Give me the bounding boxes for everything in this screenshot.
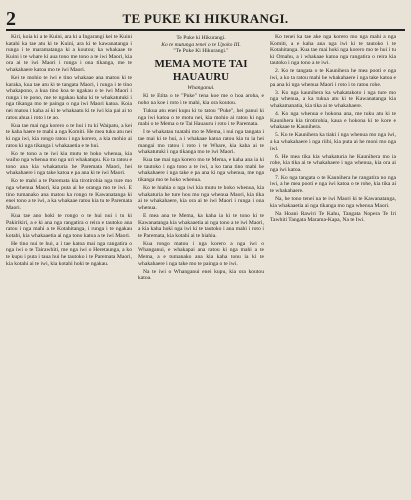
col3-paragraph: Na, he tono tenei na te iwi Maori ki te Kawanatanga, kia whakaaetia ai nga tikanga mo nga whenua Maori. <box>270 196 396 209</box>
col3-paragraph: 4. Ko nga whenua e hokona ana, me tuku atu ki te Kaunihera kia tirotirohia, kaua e hokona ki te kore e whakaae te Kaunihera. <box>270 111 396 131</box>
col1-paragraph: Ko te mahi a te Paremata kia tirotirohia nga ture mo nga whenua Maori, kia puta ai he oranga mo te iwi. E tino tumanako ana matou ka rongo te Kawanatanga ki enei tono a te iwi, a ka whakaae ratou kia tu te Paremata Maori. <box>6 178 132 211</box>
header-rule <box>6 29 405 31</box>
col1-paragraph: He tino nui te hui, a i tae katoa mai nga rangatira o nga iwi o te Tairawhiti, me nga iwi o Heretaunga, a ko te kupu i puta i taua hui he tautoko i te Paremata Maori, kia kotahi ai te iwi, kia kotahi hoki te ngakau. <box>6 240 132 267</box>
col3-paragraph: Ko tenei ka tae ake nga korero mo nga mahi a nga Komiti, a e kaha ana nga iwi ki te tautoko i te Kotahitanga. Kua tae mai hoki nga korero mo te hui i tu ki Omahu, a i whakaae katoa nga rangatira o reira kia tautoko i nga tono a te iwi. <box>270 34 396 67</box>
article-paragraph: E mea ana te Mema, ka kaha ia ki te tono ki te Kawanatanga kia whakaaetia ai nga tono a te iwi Maori, a kia kaha hoki nga iwi ki te tautoko i ana mahi i roto i te Paremata, kia kotahi ai te hiahia. <box>138 212 264 239</box>
column-masthead <box>138 35 264 55</box>
article-subhead: Whanganui. <box>187 84 215 91</box>
article-paragraph: Ko te hiahia o nga iwi kia mutu te hoko whenua, kia whakaturia he ture hou mo nga whenua Maori, kia tika ai te whakahaere, kia ora ai te iwi Maori i runga i ona whenua. <box>138 185 264 211</box>
column-2 <box>138 34 264 500</box>
column-1 <box>6 34 132 500</box>
article-paragraph: Na te iwi o Whanganui enei kupu, kia ora koutou katoa. <box>138 268 264 282</box>
article-paragraph: I te whakatau tuatahi mo te Mema, i nui nga tangata i tae mai ki te hui, a i whakaae katoa ratou kia tu ia hei mangai mo ratou i roto i te Whare, kia kaha ai te whakatutuki i nga tikanga mo te iwi Maori. <box>138 129 264 156</box>
column-3 <box>270 34 396 500</box>
col1-paragraph: Ko te tono a te iwi kia mutu te hoko whenua, kia waiho nga whenua mo nga uri whakatupu. Ko ta ratou e tono ana kia whakaturia he Paremata Maori, hei whakahaere i nga take katoa e pa ana ki te iwi Maori. <box>6 150 132 177</box>
article-title: MEMA MOTE TAI HAUAURU <box>154 57 248 83</box>
masthead-line-1: Te Puke ki Hikurangi. <box>176 35 226 41</box>
article-paragraph: Kua rongo matou i nga korero a nga iwi o Whanganui, e whakapai ana ratou ki nga mahi a te Mema, a e tumanako ana kia kaha tonu ia ki te whakahaere i nga take mo te painga o te iwi. <box>138 240 264 267</box>
col1-paragraph: Kua tae mai nga korero o te hui i tu ki Waipatu, a kei te kaha haere te mahi a nga Komiti. He mea tuku atu nei ki nga iwi, kia rongo ratou i nga korero, a kia mohio ai ratou ki nga tikanga i whakaaetia e te hui. <box>6 122 132 149</box>
col3-paragraph: 3. Ko nga kaunihera ka whakatakoto i nga ture mo nga whenua, a ka tukua atu ki te Kawanatanga kia whakamanatia, kia tika ai te whakahaere. <box>270 89 396 109</box>
article-paragraph: Tukua atu enei kupu ki to tatou "Puke", hei panui ki nga iwi katoa o te motu nei, kia mohio ai ratou ki nga mahi o te Mema o te Tai Hauauru i roto i te Paremata. <box>138 108 264 128</box>
col1-paragraph: Kua tae ano hoki te rongo o te hui nui i tu ki Pakirikiri, a e ki ana nga rangatira o reira e tautoko ana ratou i nga mahi a te Kotahitanga, i runga i te ngakau kotahi, kia whakaaetia ai nga tono katoa a te iwi Maori. <box>6 212 132 239</box>
col3-paragraph: Na Hoani Rawiri Te Kahu, Tangata Nopera Te Iri Tawhiti Tangata Marama-Kapa, Na te Iwi. <box>270 210 396 224</box>
masthead-line-3: "Te Puke Ki Hikurangi." <box>173 48 229 55</box>
columns <box>6 34 405 500</box>
article-paragraph: Ki te Etita o te "Puke" tena koe me o hoa aroha, e noho na koe i roto i te mahi, kia ora koutou. <box>138 93 264 106</box>
newspaper-title: TE PUKE KI HIKURANGI. <box>122 11 289 26</box>
article-paragraph: Kua tae mai nga korero mo te Mema, e kaha ana ia ki te tautoko i nga tono a te iwi, a ko tana tino mahi he whakahaere i nga take e pa ana ki nga whenua, me nga tikanga mo te hoko whenua. <box>138 157 264 183</box>
masthead-line-2: Ko te mutunga tenei o te Upoko III. <box>161 41 241 48</box>
col3-paragraph: 2. Ko te tangata o te Kaunihera he mea pooti e nga iwi, a ko ta ratou mahi he whakahaere i nga take katoa e pa ana ki nga whenua Maori i roto i to ratou rohe. <box>270 68 396 88</box>
col1-paragraph: Kei te mohio te iwi e tino whakaae ana matou ki te karaka, kua tae atu ki te tangata Maori, i runga i te tino whakapono, a kua tino koa te ngakau o te iwi Maori i runga i te pono, me te ngakau kaha ki te whakatutuki i nga tikanga mo te painga o nga iwi Maori katoa. Koia nei matou i kaha ai ki te whakaatu ki te iwi kia pai ai to ratou ahua i roto i te ao. <box>6 75 132 121</box>
col3-paragraph: 5. Ko te Kaunihera ka tiaki i nga whenua mo nga iwi, a ka whakahaere i nga riihi, kia puta ai he moni mo nga iwi. <box>270 132 396 152</box>
col3-paragraph: 7. Ko nga tangata o te Kaunihera he rangatira no nga iwi, a he mea pooti e nga iwi katoa o te rohe, kia tika ai te whakahaere. <box>270 174 396 195</box>
col1-paragraph: Kiri, koia ki a te Kuini, ara ki a Ingarangi kei te Kuini katahi ka tae atu ki te Kuini, ara ki te kawanatanga i runga i te maramatanga ki a koutou; ka whakaae te Kuini i te whare ki aua tono me tono a te iwi Maori, kia ora ai te iwi Maori i runga i ona tikanga, me te whakahaere katoa mo te iwi Maori. <box>6 34 132 73</box>
page-header <box>0 0 411 34</box>
col3-paragraph: 6. He mea tika kia whakaturia he Kaunihera mo ia rohe, kia tika ai te whakahaere i nga whenua, kia ora ai nga iwi katoa. <box>270 153 396 173</box>
page-number: 2 <box>6 8 16 30</box>
